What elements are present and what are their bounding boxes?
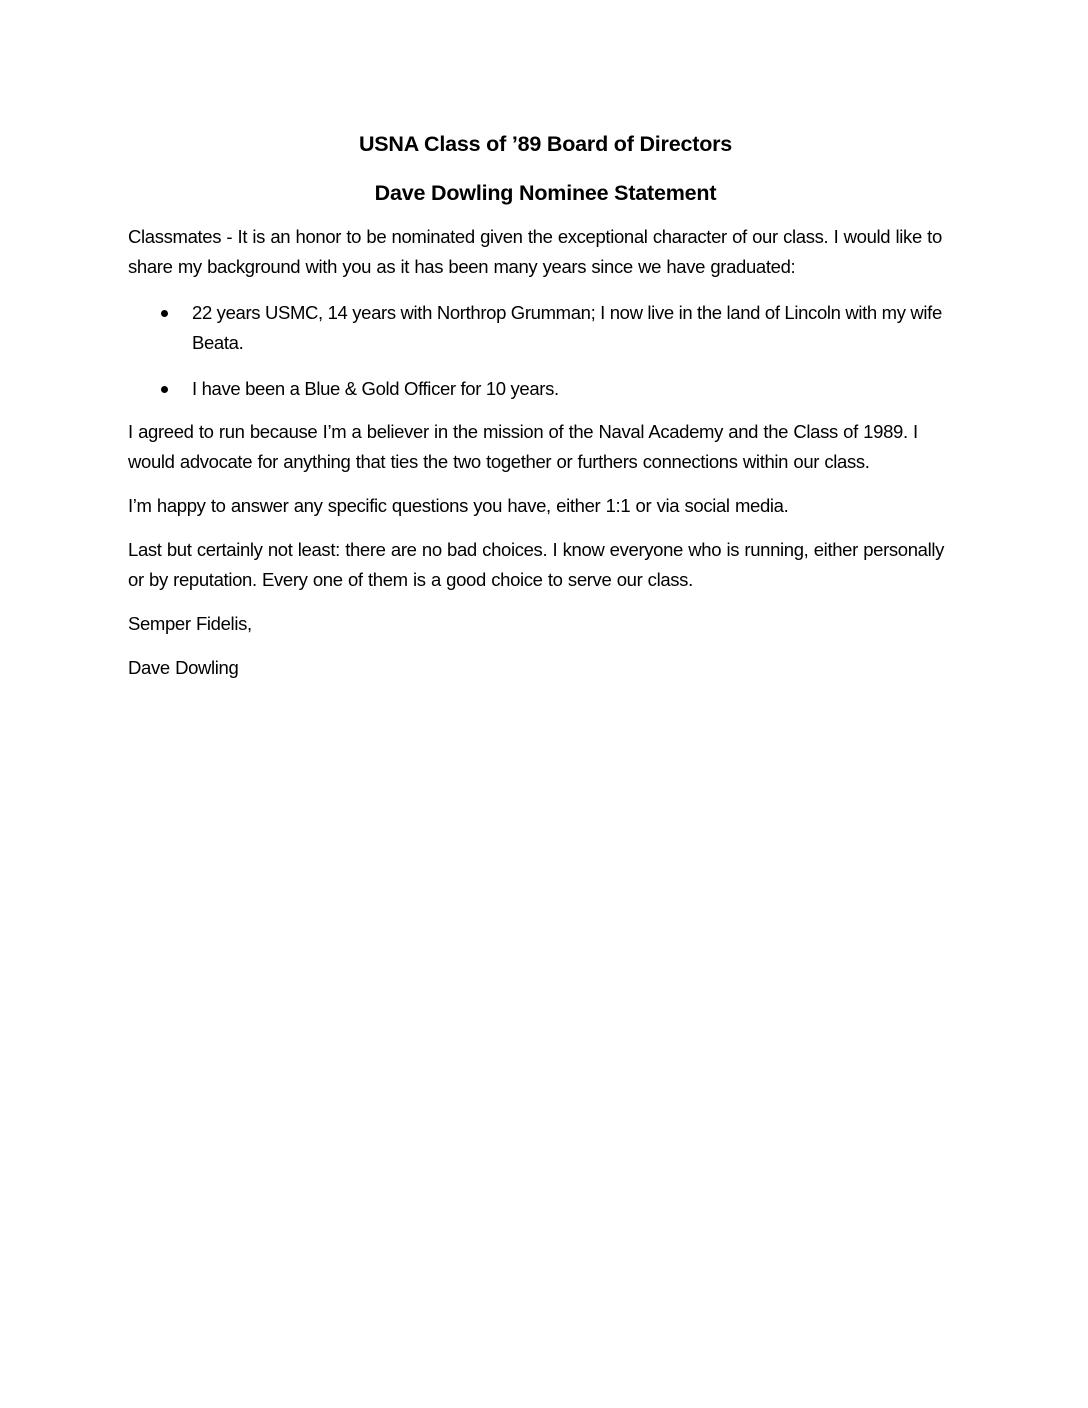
background-list: [128, 298, 963, 404]
list-item-text: I have been a Blue & Gold Officer for 10 years.: [192, 378, 559, 399]
body-paragraph: Last but certainly not least: there are no bad choices. I know everyone who is running, either personally or by reputation. Every one of them is a good choice to serve our class.: [128, 539, 945, 590]
body-paragraph: I agreed to run because I’m a believer in the mission of the Naval Academy and the Class of 1989. I would advocate for anything that ties the two together or furthers connections within our class.: [128, 421, 918, 472]
document-page: [128, 126, 963, 683]
list-item: [128, 298, 963, 358]
body-paragraph: I’m happy to answer any specific questions you have, either 1:1 or via social media.: [128, 495, 789, 516]
signature: Dave Dowling: [128, 657, 239, 678]
document-subtitle: Dave Dowling Nominee Statement: [374, 181, 717, 205]
bullet-icon: [161, 386, 168, 393]
intro-paragraph: Classmates - It is an honor to be nominated given the exceptional character of our class. I would like to share my background with you as it has been many years since we have graduated:: [128, 226, 942, 277]
list-item: [128, 374, 963, 404]
closing-line: Semper Fidelis,: [128, 613, 252, 634]
bullet-icon: [161, 310, 168, 317]
list-item-text: 22 years USMC, 14 years with Northrop Grumman; I now live in the land of Lincoln with my wife Beata.: [192, 302, 942, 353]
document-title: USNA Class of ’89 Board of Directors: [358, 132, 733, 156]
